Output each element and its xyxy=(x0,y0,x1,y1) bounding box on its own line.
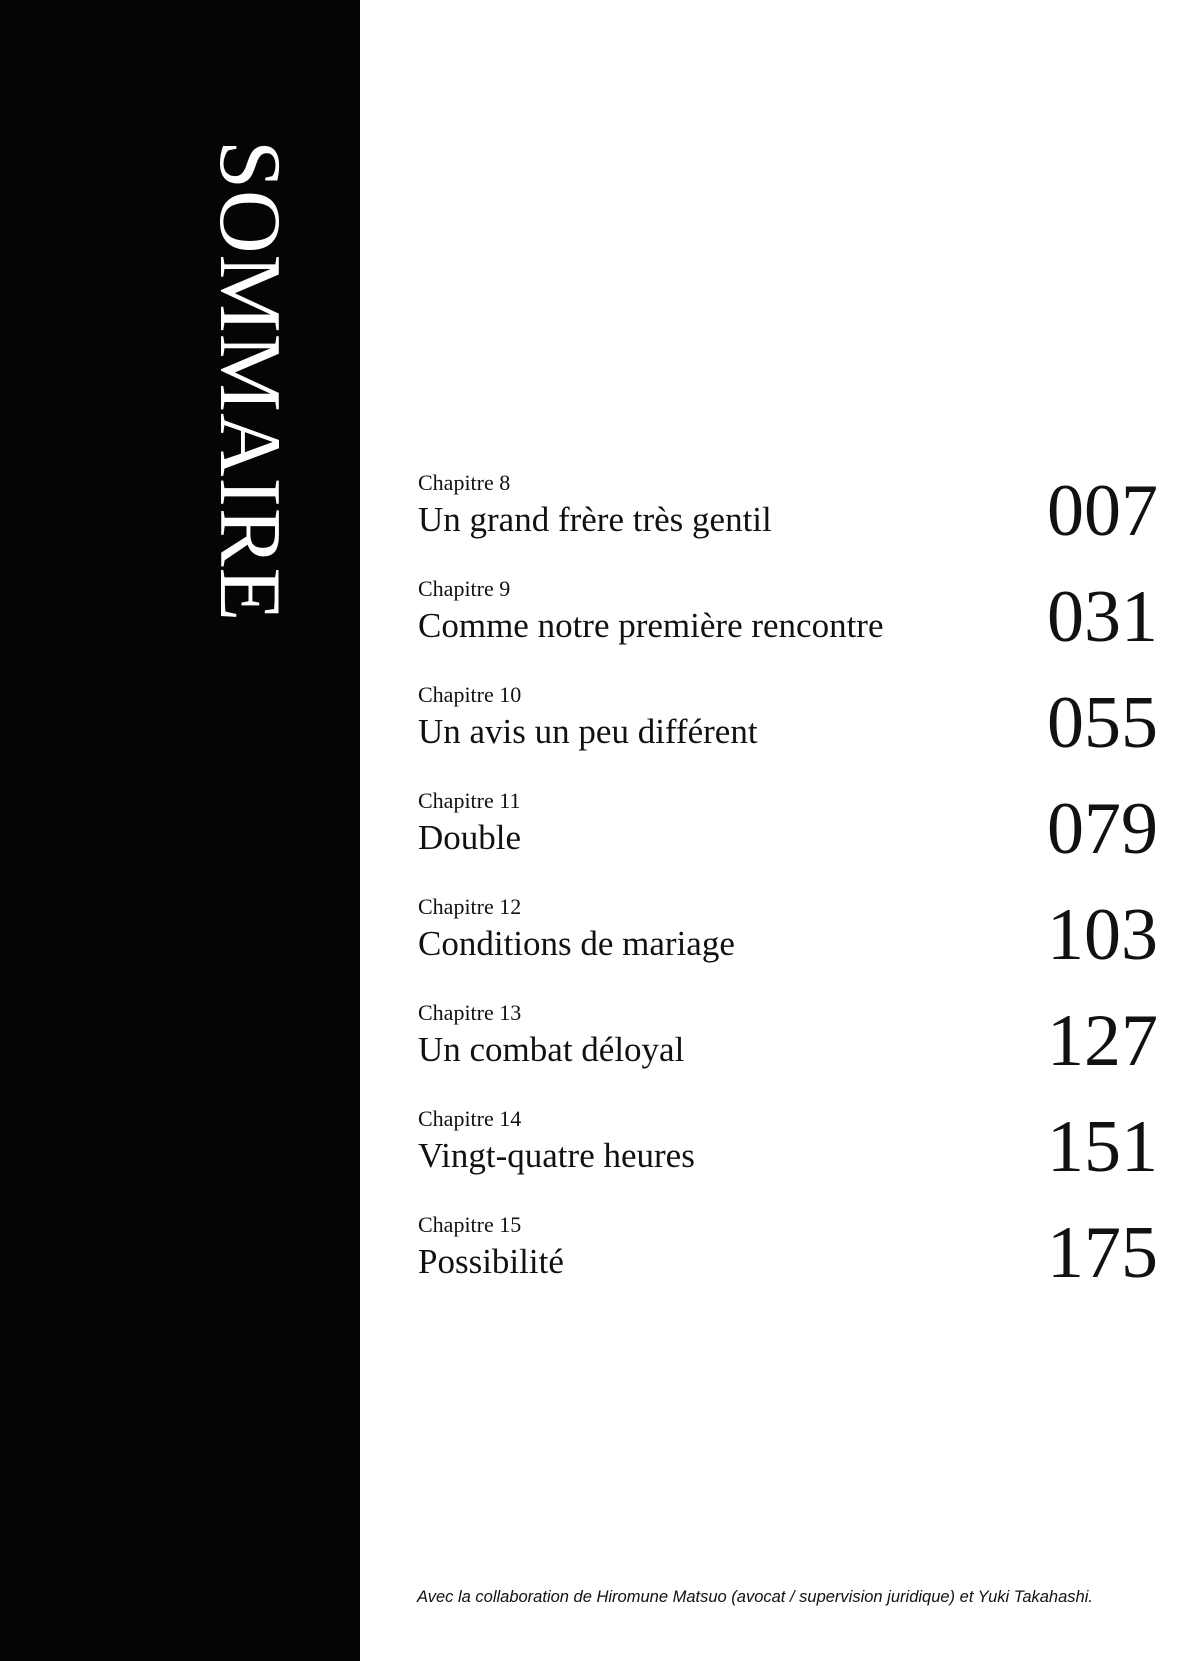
chapter-label: Chapitre 11 xyxy=(418,788,521,813)
toc-entry-chapter-8 xyxy=(418,472,1158,578)
chapter-title: Comme notre première rencontre xyxy=(418,606,884,645)
chapter-title: Un avis un peu différent xyxy=(418,712,758,751)
page-number: 175 xyxy=(1047,1212,1158,1294)
toc-entry-chapter-13 xyxy=(418,1002,1158,1108)
page-number: 007 xyxy=(1047,470,1158,552)
chapter-label: Chapitre 13 xyxy=(418,1000,522,1025)
page-number: 103 xyxy=(1047,894,1158,976)
page-number: 031 xyxy=(1047,576,1158,658)
chapter-label: Chapitre 12 xyxy=(418,894,522,919)
toc-entry-chapter-11 xyxy=(418,790,1158,896)
table-of-contents xyxy=(418,472,1158,1320)
page-number: 151 xyxy=(1047,1106,1158,1188)
chapter-label: Chapitre 10 xyxy=(418,682,522,707)
chapter-title: Un combat déloyal xyxy=(418,1030,685,1069)
chapter-label: Chapitre 9 xyxy=(418,576,511,601)
toc-entry-chapter-14 xyxy=(418,1108,1158,1214)
toc-entry-chapter-12 xyxy=(418,896,1158,1002)
toc-entry-chapter-9 xyxy=(418,578,1158,684)
toc-entry-chapter-15 xyxy=(418,1214,1158,1320)
black-side-band xyxy=(0,0,360,1661)
page-title-vertical: SOMMAIRE xyxy=(201,140,298,623)
toc-entry-chapter-10 xyxy=(418,684,1158,790)
chapter-title: Conditions de mariage xyxy=(418,924,735,963)
page-number: 127 xyxy=(1047,1000,1158,1082)
chapter-title: Double xyxy=(418,818,522,857)
chapter-label: Chapitre 14 xyxy=(418,1106,522,1131)
chapter-label: Chapitre 8 xyxy=(418,470,511,495)
chapter-title: Vingt-quatre heures xyxy=(418,1136,695,1175)
chapter-title: Possibilité xyxy=(418,1242,564,1281)
collaboration-credits: Avec la collaboration de Hiromune Matsuo (avocat / supervision juridique) et Yuki Takahashi. xyxy=(417,1588,1093,1606)
chapter-label: Chapitre 15 xyxy=(418,1212,522,1237)
chapter-title: Un grand frère très gentil xyxy=(418,500,772,539)
page-number: 055 xyxy=(1047,682,1158,764)
page-number: 079 xyxy=(1047,788,1158,870)
